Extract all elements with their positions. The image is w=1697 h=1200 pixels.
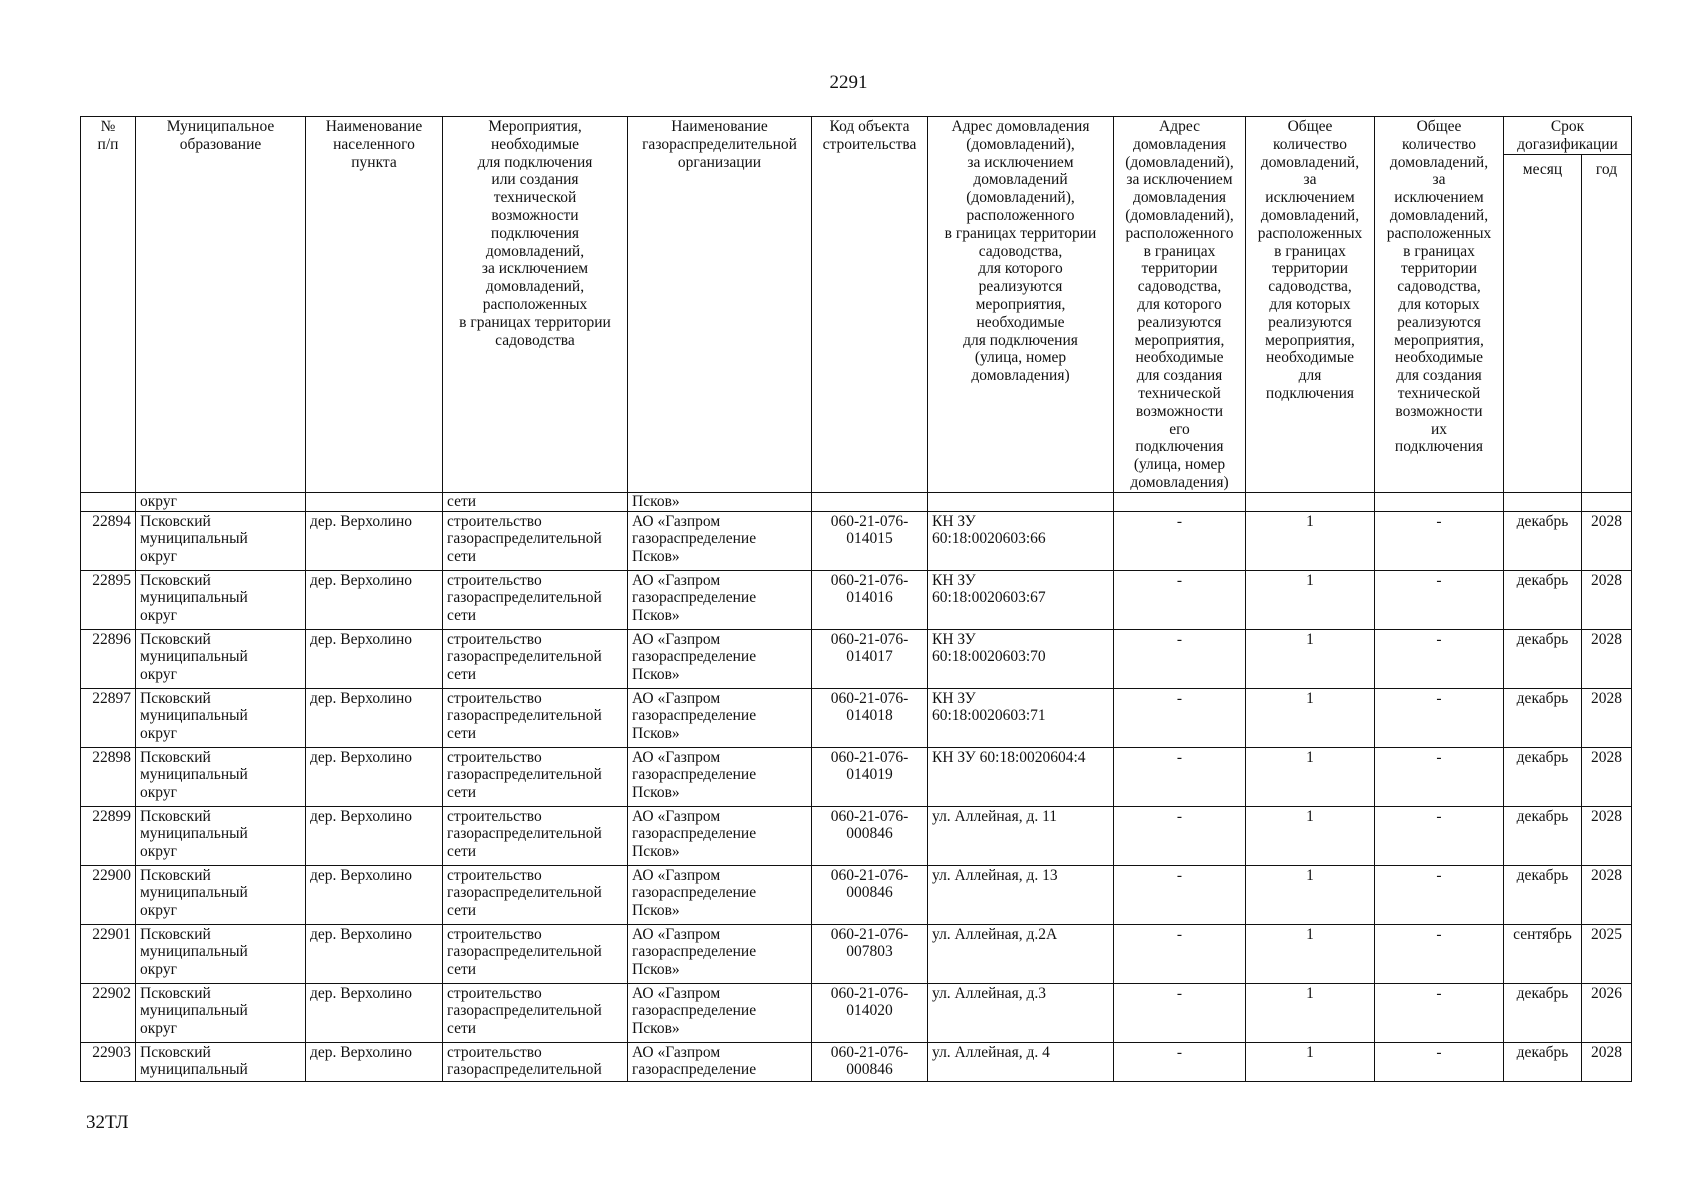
cell-count-connect: 1 [1246, 924, 1375, 983]
cell-settlement: дер. Верхолино [306, 688, 443, 747]
cell-settlement: дер. Верхолино [306, 511, 443, 570]
header-address-technical: Адрес домовладения (домовладений), за исключением домовладения (домовладений), расположенного в границах территории садоводства, для которого реализуются мероприятия, необходимые для создания технической возможности его подключения (улица, номер домовладения) [1114, 117, 1246, 493]
cell-address-technical: - [1114, 983, 1246, 1042]
cell-month: сентябрь [1504, 924, 1582, 983]
cell-municipality: Псковский муниципальный округ [136, 688, 306, 747]
cell-settlement: дер. Верхолино [306, 983, 443, 1042]
cell-year [1582, 492, 1632, 511]
cell-year: 2028 [1582, 511, 1632, 570]
cell-year: 2028 [1582, 688, 1632, 747]
cell-address-technical: - [1114, 747, 1246, 806]
cell-code: 060-21-076- 014019 [812, 747, 928, 806]
cell-address [928, 492, 1114, 511]
cell-count-connect: 1 [1246, 511, 1375, 570]
cell-month: декабрь [1504, 511, 1582, 570]
cell-action: строительство газораспределительной сети [443, 629, 628, 688]
cell-organization: АО «Газпром газораспределение Псков» [628, 806, 812, 865]
cell-count-connect: 1 [1246, 629, 1375, 688]
cell-code: 060-21-076- 014018 [812, 688, 928, 747]
cell-action: строительство газораспределительной сети [443, 924, 628, 983]
cell-municipality: Псковский муниципальный округ [136, 983, 306, 1042]
header-organization: Наименование газораспределительной организации [628, 117, 812, 493]
cell-municipality: Псковский муниципальный округ [136, 747, 306, 806]
cell-address: ул. Аллейная, д. 13 [928, 865, 1114, 924]
cell-action: строительство газораспределительной сети [443, 806, 628, 865]
cell-month: декабрь [1504, 806, 1582, 865]
cell-count-technical [1375, 492, 1504, 511]
cell-code [812, 492, 928, 511]
cell-settlement: дер. Верхолино [306, 570, 443, 629]
table-row [81, 570, 1632, 629]
table-row [81, 983, 1632, 1042]
cell-month: декабрь [1504, 570, 1582, 629]
table-header [81, 117, 1632, 493]
header-count-connect: Общее количество домовладений, за исключением домовладений, расположенных в границах территории садоводства, для которых реализуются мероприятия, необходимые для подключения [1246, 117, 1375, 493]
cell-action: строительство газораспределительной сети [443, 511, 628, 570]
cell-code: 060-21-076- 014015 [812, 511, 928, 570]
cell-num: 22894 [81, 511, 136, 570]
cell-year: 2026 [1582, 983, 1632, 1042]
cell-municipality: Псковский муниципальный [136, 1042, 306, 1081]
cell-organization: АО «Газпром газораспределение Псков» [628, 983, 812, 1042]
cell-organization: АО «Газпром газораспределение Псков» [628, 570, 812, 629]
page-number: 2291 [829, 72, 868, 93]
cell-code: 060-21-076- 007803 [812, 924, 928, 983]
cell-count-technical: - [1375, 806, 1504, 865]
table-row [81, 511, 1632, 570]
table-row [81, 806, 1632, 865]
cell-municipality: Псковский муниципальный округ [136, 806, 306, 865]
cell-count-connect [1246, 492, 1375, 511]
cell-month: декабрь [1504, 983, 1582, 1042]
cell-settlement: дер. Верхолино [306, 747, 443, 806]
cell-code: 060-21-076- 000846 [812, 1042, 928, 1081]
table-row [81, 865, 1632, 924]
cell-year: 2028 [1582, 629, 1632, 688]
cell-address: КН ЗУ 60:18:0020604:4 [928, 747, 1114, 806]
cell-code: 060-21-076- 000846 [812, 865, 928, 924]
cell-settlement: дер. Верхолино [306, 806, 443, 865]
cell-year: 2028 [1582, 570, 1632, 629]
cell-code: 060-21-076- 014016 [812, 570, 928, 629]
cell-action: сети [443, 492, 628, 511]
cell-organization: АО «Газпром газораспределение [628, 1042, 812, 1081]
continuation-row [81, 492, 1632, 511]
cell-year: 2028 [1582, 1042, 1632, 1081]
cell-code: 060-21-076- 014017 [812, 629, 928, 688]
header-municipality: Муниципальное образование [136, 117, 306, 493]
cell-year: 2028 [1582, 806, 1632, 865]
cell-count-connect: 1 [1246, 865, 1375, 924]
cell-address: КН ЗУ 60:18:0020603:71 [928, 688, 1114, 747]
table-row [81, 924, 1632, 983]
cell-settlement: дер. Верхолино [306, 629, 443, 688]
table-body [81, 492, 1632, 1081]
cell-num: 22899 [81, 806, 136, 865]
header-settlement: Наименование населенного пункта [306, 117, 443, 493]
cell-year: 2025 [1582, 924, 1632, 983]
table-row [81, 688, 1632, 747]
cell-organization: АО «Газпром газораспределение Псков» [628, 865, 812, 924]
cell-num: 22896 [81, 629, 136, 688]
cell-count-connect: 1 [1246, 806, 1375, 865]
cell-month: декабрь [1504, 747, 1582, 806]
cell-address: ул. Аллейная, д.2А [928, 924, 1114, 983]
header-address-connect: Адрес домовладения (домовладений), за исключением домовладений (домовладений), расположенного в границах территории садоводства, для которого реализуются мероприятия, необходимые для подключения (улица, номер домовладения) [928, 117, 1114, 493]
header-num: № п/п [81, 117, 136, 493]
cell-count-connect: 1 [1246, 1042, 1375, 1081]
cell-address: КН ЗУ 60:18:0020603:70 [928, 629, 1114, 688]
cell-municipality: Псковский муниципальный округ [136, 924, 306, 983]
cell-count-technical: - [1375, 570, 1504, 629]
cell-settlement: дер. Верхолино [306, 924, 443, 983]
cell-year: 2028 [1582, 747, 1632, 806]
cell-code: 060-21-076- 000846 [812, 806, 928, 865]
cell-month [1504, 492, 1582, 511]
cell-action: строительство газораспределительной сети [443, 688, 628, 747]
cell-action: строительство газораспределительной сети [443, 747, 628, 806]
cell-address-technical: - [1114, 806, 1246, 865]
cell-action: строительство газораспределительной [443, 1042, 628, 1081]
cell-action: строительство газораспределительной сети [443, 865, 628, 924]
cell-month: декабрь [1504, 629, 1582, 688]
cell-address-technical: - [1114, 924, 1246, 983]
cell-count-technical: - [1375, 747, 1504, 806]
cell-num: 22901 [81, 924, 136, 983]
cell-month: декабрь [1504, 1042, 1582, 1081]
cell-organization: АО «Газпром газораспределение Псков» [628, 747, 812, 806]
cell-address-technical: - [1114, 570, 1246, 629]
cell-settlement [306, 492, 443, 511]
table-row [81, 747, 1632, 806]
cell-settlement: дер. Верхолино [306, 865, 443, 924]
cell-count-technical: - [1375, 511, 1504, 570]
cell-num: 22903 [81, 1042, 136, 1081]
cell-count-technical: - [1375, 983, 1504, 1042]
cell-action: строительство газораспределительной сети [443, 983, 628, 1042]
cell-count-connect: 1 [1246, 747, 1375, 806]
cell-count-connect: 1 [1246, 570, 1375, 629]
cell-address-technical: - [1114, 511, 1246, 570]
cell-count-connect: 1 [1246, 688, 1375, 747]
cell-municipality: Псковский муниципальный округ [136, 865, 306, 924]
cell-settlement: дер. Верхолино [306, 1042, 443, 1081]
cell-municipality: округ [136, 492, 306, 511]
cell-year: 2028 [1582, 865, 1632, 924]
cell-municipality: Псковский муниципальный округ [136, 629, 306, 688]
table-row [81, 629, 1632, 688]
cell-num: 22897 [81, 688, 136, 747]
cell-address-technical: - [1114, 865, 1246, 924]
cell-address: ул. Аллейная, д. 4 [928, 1042, 1114, 1081]
cell-address-technical: - [1114, 629, 1246, 688]
cell-address: КН ЗУ 60:18:0020603:67 [928, 570, 1114, 629]
cell-count-technical: - [1375, 865, 1504, 924]
cell-num [81, 492, 136, 511]
cell-num: 22902 [81, 983, 136, 1042]
cell-municipality: Псковский муниципальный округ [136, 511, 306, 570]
cell-address-technical [1114, 492, 1246, 511]
gasification-table [80, 116, 1632, 1082]
header-year: год [1582, 155, 1632, 493]
table-row [81, 1042, 1632, 1081]
cell-organization: АО «Газпром газораспределение Псков» [628, 629, 812, 688]
cell-municipality: Псковский муниципальный округ [136, 570, 306, 629]
cell-organization: АО «Газпром газораспределение Псков» [628, 511, 812, 570]
cell-count-connect: 1 [1246, 983, 1375, 1042]
header-deadline: Срок догазификации [1504, 117, 1632, 155]
header-count-technical: Общее количество домовладений, за исключением домовладений, расположенных в границах территории садоводства, для которых реализуются мероприятия, необходимые для создания технической возможности их подключения [1375, 117, 1504, 493]
cell-count-technical: - [1375, 629, 1504, 688]
cell-organization: АО «Газпром газораспределение Псков» [628, 924, 812, 983]
header-actions: Мероприятия, необходимые для подключения или создания технической возможности подключения домовладений, за исключением домовладений, расположенных в границах территории садоводства [443, 117, 628, 493]
cell-month: декабрь [1504, 688, 1582, 747]
cell-count-technical: - [1375, 1042, 1504, 1081]
cell-action: строительство газораспределительной сети [443, 570, 628, 629]
cell-count-technical: - [1375, 688, 1504, 747]
header-month: месяц [1504, 155, 1582, 493]
cell-address: ул. Аллейная, д. 11 [928, 806, 1114, 865]
cell-count-technical: - [1375, 924, 1504, 983]
cell-num: 22900 [81, 865, 136, 924]
header-object-code: Код объекта строительства [812, 117, 928, 493]
cell-address-technical: - [1114, 1042, 1246, 1081]
cell-code: 060-21-076- 014020 [812, 983, 928, 1042]
footer-code: 32ТЛ [86, 1112, 129, 1133]
cell-num: 22895 [81, 570, 136, 629]
cell-organization: Псков» [628, 492, 812, 511]
cell-organization: АО «Газпром газораспределение Псков» [628, 688, 812, 747]
cell-address-technical: - [1114, 688, 1246, 747]
cell-month: декабрь [1504, 865, 1582, 924]
cell-address: КН ЗУ 60:18:0020603:66 [928, 511, 1114, 570]
cell-address: ул. Аллейная, д.3 [928, 983, 1114, 1042]
cell-num: 22898 [81, 747, 136, 806]
